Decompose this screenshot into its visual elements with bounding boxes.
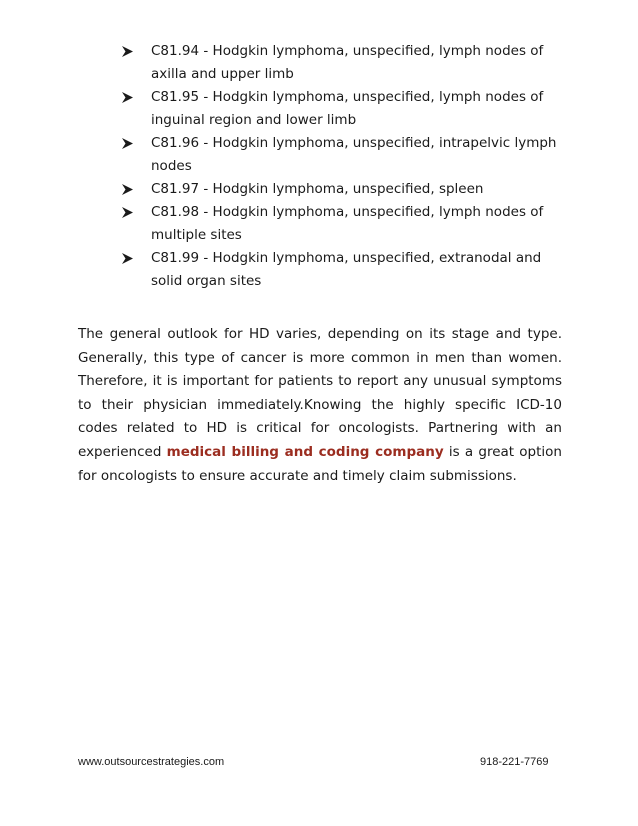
icd10-code-list [122, 40, 574, 293]
list-item: C81.97 - Hodgkin lymphoma, unspecified, spleen [122, 178, 574, 201]
arrowhead-bullet-icon [122, 138, 133, 149]
icd-code: C81.99 [151, 250, 200, 266]
icd-description: Hodgkin lymphoma, unspecified, spleen [212, 181, 484, 197]
arrowhead-bullet-icon [122, 184, 133, 195]
icd-code: C81.94 [151, 43, 200, 59]
icd-description: Hodgkin lymphoma, unspecified, extranodal and solid organ sites [151, 250, 542, 289]
list-item: C81.94 - Hodgkin lymphoma, unspecified, lymph nodes of axilla and upper limb [122, 40, 574, 86]
outlook-paragraph [78, 323, 562, 488]
icd-code: C81.96 [151, 135, 200, 151]
icd-code: C81.97 [151, 181, 200, 197]
list-item: C81.99 - Hodgkin lymphoma, unspecified, extranodal and solid organ sites [122, 247, 574, 293]
list-item: C81.95 - Hodgkin lymphoma, unspecified, lymph nodes of inguinal region and lower limb [122, 86, 574, 132]
paragraph-text-before-link: The general outlook for HD varies, depending on its stage and type. Generally, this type of cancer is more common in men than women. Therefore, it is important for patients to report any unusual symptoms to their physician immediately.Knowing the highly specific ICD-10 codes related to HD is critical for oncologists. Partnering with an experienced [78, 326, 562, 460]
icd-code: C81.95 [151, 89, 200, 105]
icd-description: Hodgkin lymphoma, unspecified, lymph nodes of inguinal region and lower limb [151, 89, 544, 128]
icd-description: Hodgkin lymphoma, unspecified, lymph nodes of multiple sites [151, 204, 544, 243]
list-item: C81.98 - Hodgkin lymphoma, unspecified, lymph nodes of multiple sites [122, 201, 574, 247]
icd-code: C81.98 [151, 204, 200, 220]
medical-billing-link[interactable]: medical billing and coding company [166, 443, 444, 460]
arrowhead-bullet-icon [122, 207, 133, 218]
footer-website[interactable]: www.outsourcestrategies.com [78, 756, 225, 768]
paragraph-text-after-link: is a great option for oncologists to ensure accurate and timely claim submissions. [78, 443, 562, 484]
arrowhead-bullet-icon [122, 253, 133, 264]
list-item: C81.96 - Hodgkin lymphoma, unspecified, intrapelvic lymph nodes [122, 132, 574, 178]
arrowhead-bullet-icon [122, 92, 133, 103]
icd-description: Hodgkin lymphoma, unspecified, lymph nodes of axilla and upper limb [151, 43, 544, 82]
arrowhead-bullet-icon [122, 46, 133, 57]
footer-phone: 918-221-7769 [480, 756, 549, 768]
icd-description: Hodgkin lymphoma, unspecified, intrapelvic lymph nodes [151, 135, 557, 174]
